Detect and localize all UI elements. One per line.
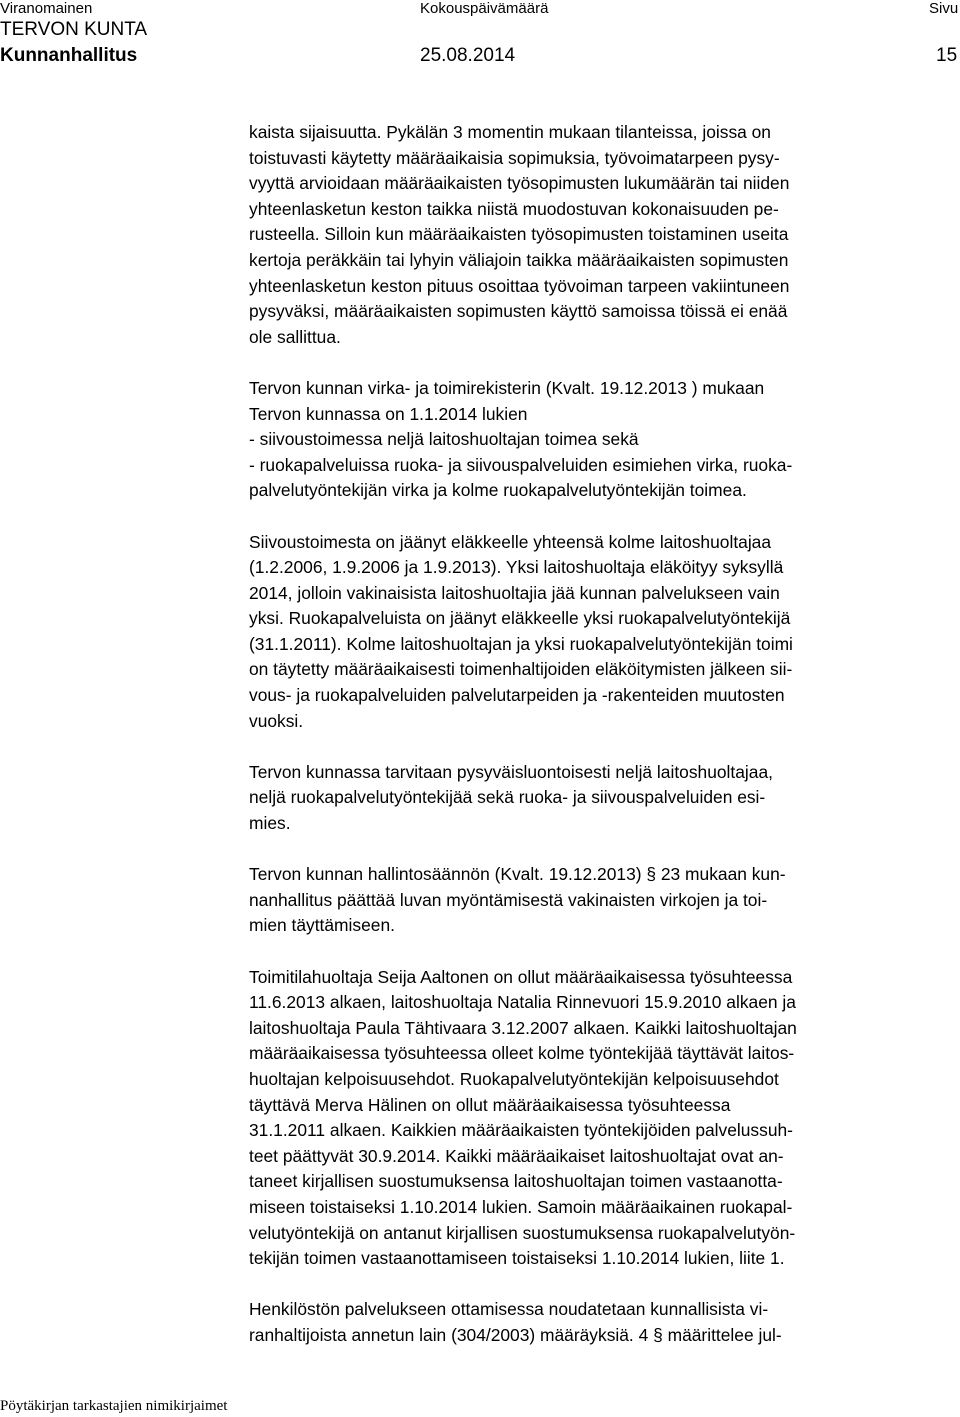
text-line: Tervon kunnassa tarvitaan pysyväisluontoisesti neljä laitoshuoltajaa, [249,761,773,782]
paragraph [249,862,960,939]
paragraph [249,1297,960,1348]
text-line: on täytetty määräaikaisesti toimenhaltijoiden eläköitymisten jälkeen sii- [249,659,793,680]
text-line: 11.6.2013 alkaen, laitoshuoltaja Natalia Rinnevuori 15.9.2010 alkaen ja [249,992,796,1013]
text-line: Siivoustoimesta on jäänyt eläkkeelle yhteensä kolme laitoshuoltajaa [249,531,772,552]
paragraph [249,120,960,350]
text-line: määräaikaisessa työsuhteessa olleet kolme työntekijää täyttävät laitos- [249,1043,795,1064]
text-line: laitoshuoltaja Paula Tähtivaara 3.12.2007 alkaen. Kaikki laitoshuoltajan [249,1017,797,1038]
paragraph [249,530,960,735]
meeting-date: 25.08.2014 [420,45,516,66]
text-line: toistuvasti käytetty määräaikaisia sopimuksia, työvoimatarpeen pysy- [249,147,780,168]
text-line: Tervon kunnan hallintosäännön (Kvalt. 19.12.2013) § 23 mukaan kun- [249,864,786,885]
text-line: kertoja peräkkäin tai lyhyin väliajoin taikka määräaikaisten sopimusten [249,249,789,270]
text-line: Henkilöstön palvelukseen ottamisessa noudatetaan kunnallisista vi- [249,1299,769,1320]
text-line: Toimitilahuoltaja Seija Aaltonen on ollut määräaikaisessa työsuhteessa [249,966,793,987]
meeting-date-label: Kokouspäivämäärä [420,0,549,17]
text-line: huoltajan kelpoisuusehdot. Ruokapalvelutyöntekijän kelpoisuusehdot [249,1068,779,1089]
text-line: 31.1.2011 alkaen. Kaikkien määräaikaisten työntekijöiden palvelussuh- [249,1120,793,1141]
text-line: yhteenlasketun keston taikka niistä muodostuvan kokonaisuuden pe- [249,198,779,219]
page-number: 15 [936,45,958,66]
text-line: 2014, jolloin vakinaisista laitoshuoltajia jää kunnan palvelukseen vain [249,582,780,603]
text-line: - siivoustoimessa neljä laitoshuoltajan toimea sekä [249,429,639,450]
text-line: pysyväksi, määräaikaisten sopimusten käyttö samoissa töissä ei enää [249,301,788,322]
text-line: ranhaltijoista annetun lain (304/2003) määräyksiä. 4 § määrittelee jul- [249,1324,782,1345]
text-line: vuoksi. [249,710,304,731]
text-line: mies. [249,813,291,834]
document-body [249,120,960,1374]
text-line: tekijän toimen vastaanottamiseen toistaiseksi 1.10.2014 lukien, liite 1. [249,1248,785,1269]
text-line: kaista sijaisuutta. Pykälän 3 momentin mukaan tilanteissa, joissa on [249,122,771,142]
text-line: taneet kirjallisen suostumuksensa laitoshuoltajan toimen vastaanotta- [249,1171,783,1192]
page-label: Sivu [929,0,959,17]
paragraph [249,760,960,837]
text-line: teet päättyvät 30.9.2014. Kaikki määräaikaiset laitoshuoltajat ovat an- [249,1145,784,1166]
board-name: Kunnanhallitus [0,45,138,66]
text-line: nanhallitus päättää luvan myöntämisestä vakinaisten virkojen ja toi- [249,889,768,910]
text-line: vous- ja ruokapalveluiden palvelutarpeiden ja -rakenteiden muutosten [249,685,785,706]
text-line: Tervon kunnan virka- ja toimirekisterin (Kvalt. 19.12.2013 ) mukaan [249,377,765,398]
page-header [0,0,960,75]
text-line: miseen toistaiseksi 1.10.2014 lukien. Samoin määräaikainen ruokapal- [249,1196,793,1217]
signatures-footer: Pöytäkirjan tarkastajien nimikirjaimet [0,1398,228,1414]
text-line: Tervon kunnassa on 1.1.2014 lukien [249,403,528,424]
text-line: rusteella. Silloin kun määräaikaisten työsopimusten toistaminen useita [249,224,789,245]
text-line: - ruokapalveluissa ruoka- ja siivouspalveluiden esimiehen virka, ruoka- [249,454,793,475]
paragraph [249,376,960,504]
text-line: yhteenlasketun keston pituus osoittaa työvoiman tarpeen vakiintuneen [249,275,790,296]
text-line: (31.1.2011). Kolme laitoshuoltajan ja yksi ruokapalvelutyöntekijän toimi [249,633,793,654]
authority-label: Viranomainen [0,0,93,17]
text-line: neljä ruokapalvelutyöntekijää sekä ruoka- ja siivouspalveluiden esi- [249,787,766,808]
text-line: yksi. Ruokapalveluista on jäänyt eläkkeelle yksi ruokapalvelutyöntekijä [249,608,791,629]
text-line: (1.2.2006, 1.9.2006 ja 1.9.2013). Yksi laitoshuoltaja eläköityy syksyllä [249,557,784,578]
text-line: palvelutyöntekijän virka ja kolme ruokapalvelutyöntekijän toimea. [249,480,747,501]
text-line: ole sallittua. [249,326,341,347]
text-line: vyyttä arvioidaan määräaikaisten työsopimusten lukumäärän tai niiden [249,173,790,194]
municipality-name: TERVON KUNTA [0,19,148,40]
paragraph [249,965,960,1272]
text-line: mien täyttämiseen. [249,915,395,936]
text-line: täyttävä Merva Hälinen on ollut määräaikaisessa työsuhteessa [249,1094,731,1115]
text-line: velutyöntekijä on antanut kirjallisen suostumuksensa ruokapalvelutyön- [249,1222,796,1243]
